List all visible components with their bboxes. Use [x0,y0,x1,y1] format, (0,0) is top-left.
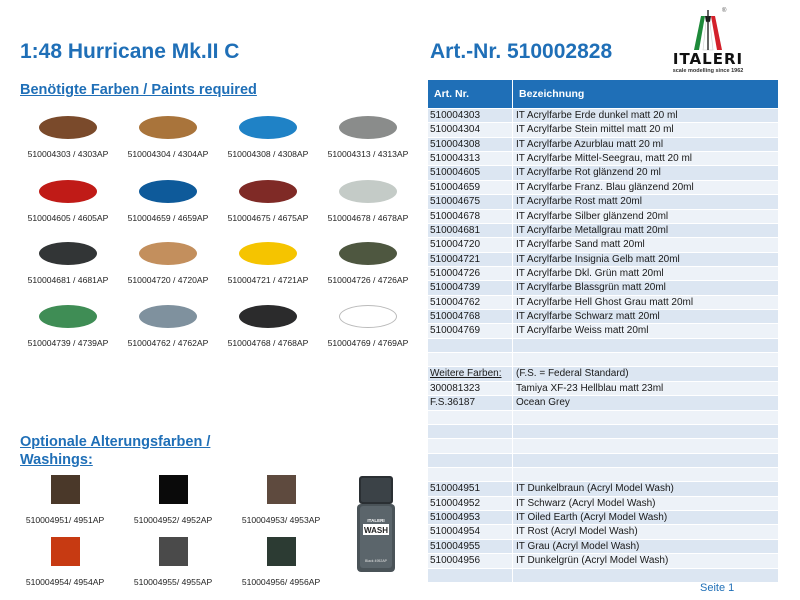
description-cell: IT Oiled Earth (Acryl Model Wash) [516,512,668,524]
description-cell [513,569,778,582]
art-nr-cell [428,454,513,467]
wash-color-square [159,475,188,504]
paint-color-oval [239,116,297,139]
art-nr-cell: 510004308 [428,138,513,151]
description-cell: IT Dunkelgrün (Acryl Model Wash) [516,555,669,567]
paint-swatch [218,116,318,159]
art-nr-cell: 510004956 [428,554,513,567]
table-row [428,496,778,510]
washings-heading [20,433,250,469]
description-cell: IT Acrylfarbe Insignia Gelb matt 20ml [516,253,680,265]
wash-swatch [226,475,336,525]
wash-color-square [267,537,296,566]
art-nr-cell: 510004953 [428,511,513,524]
page-number: Seite 1 [700,582,735,594]
paint-code-label: 510004721 / 4721AP [227,275,309,285]
art-nr-cell: F.S.36187 [428,396,513,409]
table-row [428,309,778,323]
wash-swatch [10,537,120,587]
description-cell: IT Acrylfarbe Dkl. Grün matt 20ml [516,267,664,279]
logo-tagline: scale modelling since 1962 [672,68,744,74]
table-row [428,438,778,452]
art-nr-cell [428,569,513,582]
wash-color-square [159,537,188,566]
paint-swatch [318,180,418,223]
table-row [428,381,778,395]
table-row [428,352,778,366]
table-row [428,524,778,538]
wash-code-label: 510004952/ 4952AP [133,515,213,525]
description-cell: IT Acrylfarbe Mittel-Seegrau, matt 20 ml [516,153,692,165]
table-row [428,410,778,424]
paint-color-oval [39,242,97,265]
paint-swatch [18,305,118,348]
description-cell: IT Dunkelbraun (Acryl Model Wash) [516,483,674,495]
art-nr-cell [428,339,513,352]
description-cell: IT Acrylfarbe Silber glänzend 20ml [516,210,669,222]
wash-code-label: 510004954/ 4954AP [25,577,105,587]
paint-color-oval [339,116,397,139]
art-nr-cell: 510004681 [428,224,513,237]
wash-bottle-image [355,476,397,574]
table-row [428,180,778,194]
description-cell: IT Rost (Acryl Model Wash) [516,526,638,538]
bottle-small-text: Black 4952AP [365,559,387,563]
paint-code-label: 510004308 / 4308AP [227,149,309,159]
bottle-brand-text: ITALERI [367,518,385,523]
table-row [428,295,778,309]
table-row [428,237,778,251]
table-row [428,280,778,294]
paint-code-label: 510004605 / 4605AP [27,213,109,223]
wash-color-square [51,537,80,566]
paint-color-oval [39,180,97,203]
table-row [428,209,778,223]
description-cell [513,339,778,352]
wash-swatch [118,475,228,525]
description-cell: IT Acrylfarbe Schwarz matt 20ml [516,311,660,323]
paint-swatch [118,180,218,223]
table-row [428,395,778,409]
paint-swatch [118,242,218,285]
art-nr-cell: 510004951 [428,482,513,495]
description-cell: IT Acrylfarbe Azurblau matt 20 ml [516,138,664,150]
table-row [428,137,778,151]
description-cell [513,468,778,481]
paint-code-label: 510004768 / 4768AP [227,338,309,348]
description-cell: Tamiya XF-23 Hellblau matt 23ml [516,382,664,394]
description-cell [513,425,778,438]
table-row [428,568,778,582]
paint-color-oval [339,242,397,265]
art-nr-cell: 510004768 [428,310,513,323]
wash-code-label: 510004955/ 4955AP [133,577,213,587]
paint-color-oval [139,242,197,265]
art-nr-cell: 510004659 [428,181,513,194]
art-nr-cell: Weitere Farben: [428,367,513,380]
description-cell: IT Schwarz (Acryl Model Wash) [516,497,656,509]
paint-code-label: 510004720 / 4720AP [127,275,209,285]
paint-color-oval [39,116,97,139]
table-row [428,510,778,524]
table-row [428,266,778,280]
paint-table-header [428,80,778,108]
paint-swatch [318,116,418,159]
paint-table-body [428,108,778,582]
description-cell [513,411,778,424]
description-cell [513,353,778,366]
art-nr-cell: 510004313 [428,152,513,165]
paint-code-label: 510004739 / 4739AP [27,338,109,348]
paint-swatch [318,242,418,285]
article-number-title: Art.-Nr. 510002828 [430,40,613,63]
paint-color-oval [239,180,297,203]
paint-color-oval [339,180,397,203]
description-cell: IT Acrylfarbe Hell Ghost Grau matt 20ml [516,296,694,308]
paint-swatch [118,305,218,348]
paint-table [428,80,778,582]
description-cell: IT Acrylfarbe Metallgrau matt 20ml [516,224,669,236]
table-row [428,323,778,337]
art-nr-cell: 300081323 [428,382,513,395]
art-nr-cell: 510004304 [428,123,513,136]
table-row [428,122,778,136]
paint-color-oval [39,305,97,328]
art-nr-cell: 510004954 [428,525,513,538]
col-header-art-nr: Art. Nr. [428,80,513,108]
table-row [428,151,778,165]
art-nr-cell: 510004952 [428,497,513,510]
table-row [428,481,778,495]
paint-code-label: 510004313 / 4313AP [327,149,409,159]
table-row [428,453,778,467]
art-nr-cell [428,353,513,366]
table-row [428,194,778,208]
description-cell: IT Acrylfarbe Sand matt 20ml [516,239,645,251]
paint-code-label: 510004659 / 4659AP [127,213,209,223]
table-row [428,366,778,380]
paint-swatch [218,242,318,285]
paint-color-oval [239,305,297,328]
art-nr-cell [428,411,513,424]
wash-code-label: 510004953/ 4953AP [241,515,321,525]
description-cell: IT Acrylfarbe Erde dunkel matt 20 ml [516,110,678,121]
wash-code-label: 510004951/ 4951AP [25,515,105,525]
art-nr-cell [428,468,513,481]
paint-swatch [218,180,318,223]
paint-swatch [118,116,218,159]
paint-color-oval [339,305,397,328]
description-cell: (F.S. = Federal Standard) [516,368,629,380]
art-nr-cell: 510004769 [428,324,513,337]
art-nr-cell [428,439,513,452]
paints-required-heading: Benötigte Farben / Paints required [20,82,257,98]
logo-brand-text: ITALERI [672,50,744,68]
description-cell: IT Acrylfarbe Rost matt 20ml [516,196,642,208]
paint-swatch [18,180,118,223]
paint-color-oval [239,242,297,265]
description-cell: IT Acrylfarbe Franz. Blau glänzend 20ml [516,181,694,193]
art-nr-cell: 510004721 [428,253,513,266]
art-nr-cell: 510004739 [428,281,513,294]
bottle-label-text: WASH [364,526,388,535]
paint-swatch [18,242,118,285]
col-header-bezeichnung: Bezeichnung [519,88,585,100]
paint-code-label: 510004726 / 4726AP [327,275,409,285]
paint-code-label: 510004303 / 4303AP [27,149,109,159]
art-nr-cell: 510004675 [428,195,513,208]
table-row [428,424,778,438]
description-cell: IT Acrylfarbe Rot glänzend 20 ml [516,167,661,179]
paint-code-label: 510004762 / 4762AP [127,338,209,348]
table-row [428,553,778,567]
paint-code-label: 510004678 / 4678AP [327,213,409,223]
wash-color-square [267,475,296,504]
italeri-logo [668,8,748,74]
washings-heading-line1: Optionale Alterungsfarben / [20,434,211,450]
table-row [428,467,778,481]
paint-code-label: 510004304 / 4304AP [127,149,209,159]
paint-code-label: 510004681 / 4681AP [27,275,109,285]
description-cell: IT Acrylfarbe Stein mittel matt 20 ml [516,124,674,136]
art-nr-cell: 510004605 [428,166,513,179]
italeri-flag-icon [668,8,748,52]
paint-swatch [218,305,318,348]
art-nr-cell: 510004720 [428,238,513,251]
wash-swatch [118,537,228,587]
paint-swatch [18,116,118,159]
paint-color-oval [139,116,197,139]
art-nr-cell: 510004303 [428,109,513,122]
table-row [428,108,778,122]
paint-code-label: 510004675 / 4675AP [227,213,309,223]
description-cell: IT Grau (Acryl Model Wash) [516,540,640,552]
table-row [428,223,778,237]
description-cell: Ocean Grey [516,397,570,409]
art-nr-cell: 510004762 [428,296,513,309]
table-row [428,165,778,179]
paint-code-label: 510004769 / 4769AP [327,338,409,348]
art-nr-cell: 510004726 [428,267,513,280]
paint-swatch [318,305,418,348]
description-cell: IT Acrylfarbe Weiss matt 20ml [516,325,649,337]
wash-color-square [51,475,80,504]
wash-swatch [10,475,120,525]
art-nr-cell: 510004678 [428,210,513,223]
registered-mark: ® [722,8,727,14]
washings-heading-line2: Washings: [20,452,93,468]
paint-color-oval [139,180,197,203]
wash-code-label: 510004956/ 4956AP [241,577,321,587]
description-cell [513,439,778,452]
table-row [428,252,778,266]
paint-color-oval [139,305,197,328]
description-cell [513,454,778,467]
art-nr-cell: 510004955 [428,540,513,553]
table-row [428,338,778,352]
table-row [428,539,778,553]
model-title: 1:48 Hurricane Mk.II C [20,40,240,63]
description-cell: IT Acrylfarbe Blassgrün matt 20ml [516,282,666,294]
art-nr-cell [428,425,513,438]
wash-swatch [226,537,336,587]
